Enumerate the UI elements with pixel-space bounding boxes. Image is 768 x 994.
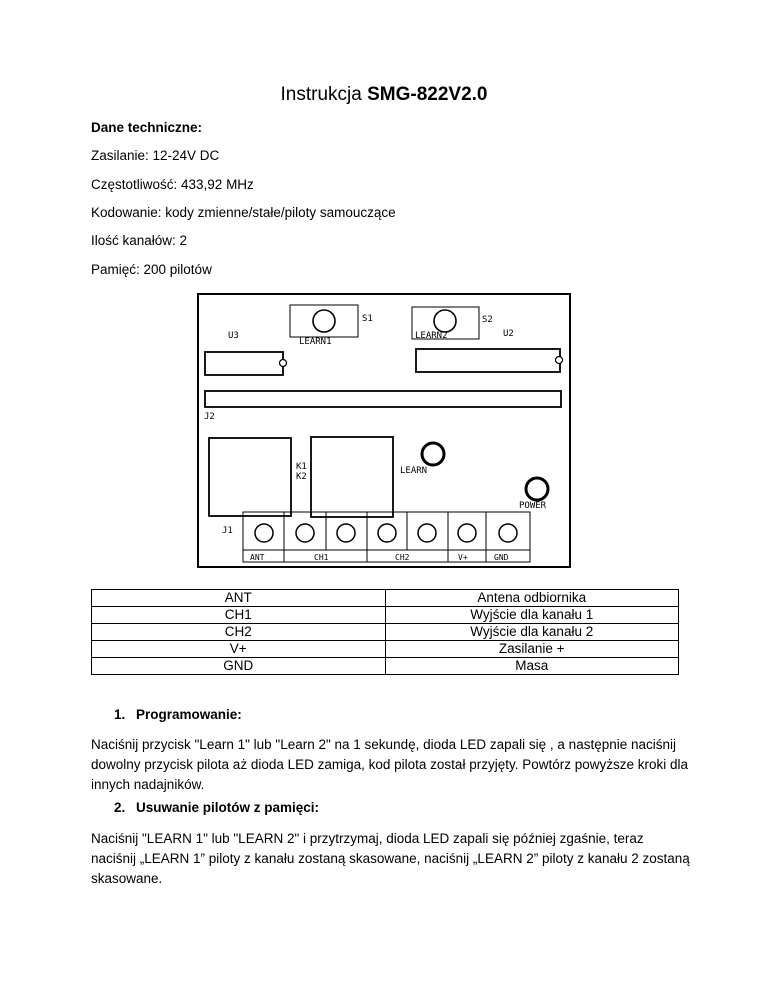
- u2-label: U2: [503, 329, 514, 339]
- terminal-label-vplus: V+: [458, 553, 468, 562]
- terminal-label-ch2: CH2: [395, 553, 410, 562]
- desc-cell: Zasilanie +: [385, 641, 679, 658]
- s2-label: S2: [482, 315, 493, 325]
- spec-coding: Kodowanie: kody zmienne/stałe/piloty samouczące: [91, 205, 396, 220]
- terminal-label-ant: ANT: [250, 553, 265, 562]
- s1-label: S1: [362, 314, 373, 324]
- j2-label: J2: [204, 412, 215, 422]
- table-row: [92, 624, 679, 641]
- k1-label: K1: [296, 462, 307, 472]
- desc-cell: Wyjście dla kanału 1: [385, 607, 679, 624]
- section-title: Usuwanie pilotów z pamięci:: [136, 800, 320, 815]
- title-model: SMG-822V2.0: [367, 84, 488, 105]
- section-text-programming: Naciśnij przycisk "Learn 1" lub "Learn 2" na 1 sekundę, dioda LED zapali się , a następnie naciśnij dowolny przycisk pilota aż dioda LED zamiga, kod pilota został przyjęty. Powtórz powyższe kroki dla innych nadajników.: [91, 737, 689, 792]
- table-row: [92, 641, 679, 658]
- u2-notch: [556, 357, 563, 364]
- table-row: [92, 590, 679, 607]
- table-row: [92, 658, 679, 675]
- pin-cell: GND: [92, 658, 386, 675]
- spec-channels: Ilość kanałów: 2: [91, 233, 188, 248]
- k2-label: K2: [296, 472, 307, 482]
- learn1-label: LEARN1: [299, 337, 332, 347]
- document-title: [0, 84, 768, 106]
- specs-heading: Dane techniczne:: [91, 120, 203, 135]
- spec-memory: Pamięć: 200 pilotów: [91, 262, 212, 277]
- section-number: 1.: [114, 707, 126, 722]
- terminal-label-gnd: GND: [494, 553, 509, 562]
- desc-cell: Masa: [385, 658, 679, 675]
- u3-label: U3: [228, 331, 239, 341]
- spec-power: Zasilanie: 12-24V DC: [91, 148, 220, 163]
- section-text-deleting: Naciśnij "LEARN 1" lub "LEARN 2" i przytrzymaj, dioda LED zapali się później zgaśnie, teraz naciśnij „LEARN 1” piloty z kanału zostaną skasowane, naciśnij „LEARN 2” piloty z kanału 2 zostaną skasowane.: [91, 831, 690, 886]
- power-led-label: POWER: [519, 501, 547, 511]
- pin-cell: ANT: [92, 590, 386, 607]
- terminal-label-ch1: CH1: [314, 553, 329, 562]
- table-row: [92, 607, 679, 624]
- section-title: Programowanie:: [136, 707, 242, 722]
- desc-cell: Wyjście dla kanału 2: [385, 624, 679, 641]
- section-number: 2.: [114, 800, 126, 815]
- pin-cell: V+: [92, 641, 386, 658]
- desc-cell: Antena odbiornika: [385, 590, 679, 607]
- learn-led-label: LEARN: [400, 466, 428, 476]
- spec-frequency: Częstotliwość: 433,92 MHz: [91, 177, 254, 192]
- u3-notch: [280, 360, 287, 367]
- pcb-diagram: [197, 293, 571, 568]
- learn2-label: LEARN2: [415, 331, 448, 341]
- j1-label: J1: [222, 526, 233, 536]
- pin-table: [91, 589, 679, 675]
- title-prefix: Instrukcja: [280, 84, 368, 105]
- pin-cell: CH2: [92, 624, 386, 641]
- pin-cell: CH1: [92, 607, 386, 624]
